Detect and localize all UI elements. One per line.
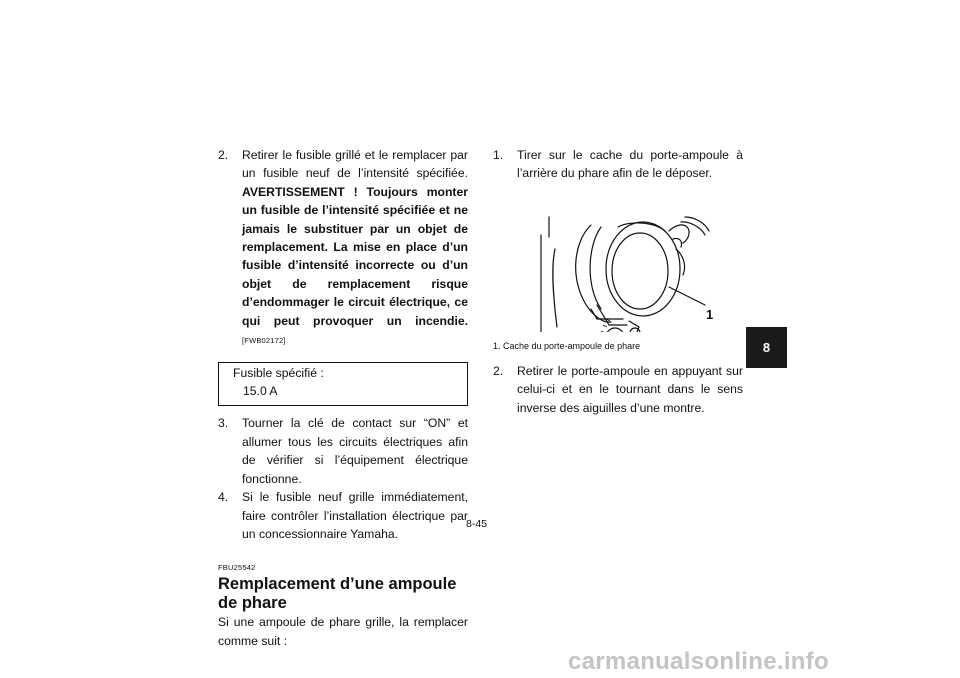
headlight-drawing [493,187,743,332]
chapter-tab: 8 [746,327,787,368]
spec-label: Fusible spécifié : [233,366,324,381]
section-intro: Si une ampoule de phare grille, la remplacer comme suit : [218,615,468,648]
step-number: 3. [218,416,229,431]
fuse-spec-box [218,362,468,406]
step-3-turn-key [218,414,468,488]
step-2-text: Retirer le fusible grillé et le remplacer par un fusible neuf de l’intensité spécifiée. [242,148,468,181]
step-text [242,146,468,350]
watermark: carmanualsonline.info [568,648,830,675]
headlight-illustration [493,187,743,332]
section-code: FBU25542 [218,563,256,573]
step-2-remove-fuse [218,146,468,350]
spec-value: 15.0 A [243,384,278,399]
step-2-remove-bulb-holder [493,362,743,417]
right-column [493,146,743,417]
step-1-pull-cover [493,146,743,183]
page-number: 8-45 [466,518,488,530]
section-title: Remplacement d’une ampoule de phare [218,575,457,613]
warning-text: AVERTISSEMENT ! Toujours monter un fusible de l’intensité spécifiée et ne jamais le substituer par un objet de remplacement. La mise en place d’un fusible d’intensité incorrecte ou d’un objet de remplacement risque d’endommager le circuit électrique, ce qui peut provoquer un incendie. [242,184,468,328]
step-number: 1. [493,148,504,162]
step-4-text: Si le fusible neuf grille immédiatement, faire contrôler l’installation électrique par un concessionnaire Yamaha. [242,490,468,541]
step-number: 2. [218,148,229,162]
step-3-text: Tourner la clé de contact sur “ON” et allumer tous les circuits électriques afin de vérifier si l’équipement électrique fonctionne. [242,416,468,486]
step-1-text: Tirer sur le cache du porte-ampoule à l’arrière du phare afin de le déposer. [517,148,743,181]
step-number: 4. [218,490,229,505]
warning-code: [FWB02172] [242,336,286,346]
callout-label: 1 [706,306,714,322]
step-4-check-dealer [218,488,468,543]
left-column [218,146,468,650]
step-number: 2. [493,363,504,378]
figure-caption: 1. Cache du porte-ampoule de phare [493,340,641,351]
step-2-bulb-text: Retirer le porte-ampoule en appuyant sur celui-ci et en le tournant dans le sens inverse des aiguilles d’une montre. [517,363,743,415]
